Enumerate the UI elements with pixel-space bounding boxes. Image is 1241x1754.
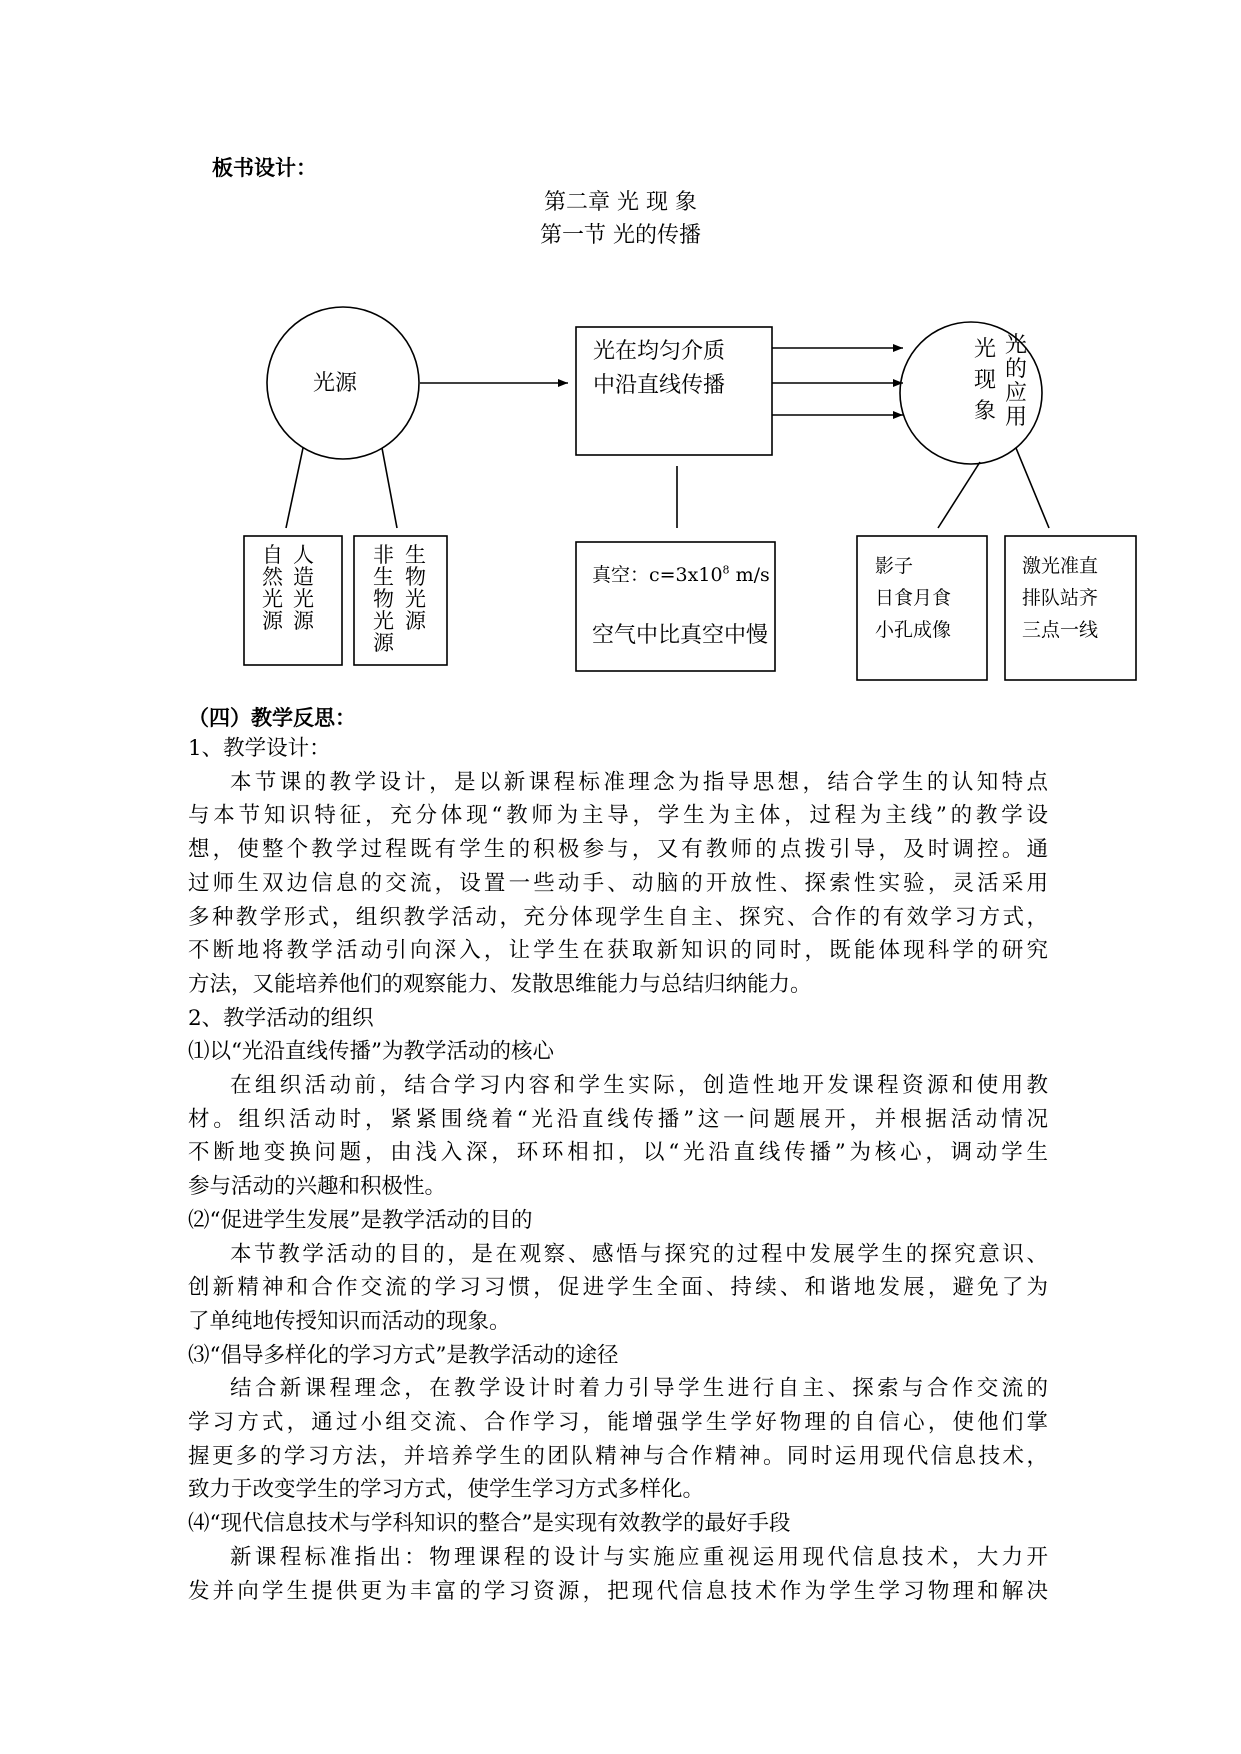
nonbio-col1-char: 光 bbox=[373, 609, 394, 633]
nonbio-col1 bbox=[373, 544, 394, 654]
natural-col2-char: 人 bbox=[293, 543, 314, 567]
point2-heading: ⑵“促进学生发展”是教学活动的目的 bbox=[188, 1207, 533, 1233]
connector-nonbio bbox=[382, 448, 397, 528]
point3-para-line: 致力于改变学生的学习方式，使学生学习方式多样化。 bbox=[188, 1477, 705, 1503]
natural-col1-char: 光 bbox=[262, 587, 283, 611]
natural-col1-char: 源 bbox=[262, 609, 283, 633]
connector-shadow bbox=[938, 462, 980, 528]
design-para-line: 与本节知识特征，充分体现“教师为主导，学生为主体，过程为主线”的教学设 bbox=[188, 803, 1048, 829]
design-para-line: 方法，又能培养他们的观察能力、发散思维能力与总结归纳能力。 bbox=[188, 971, 812, 997]
design-para-line: 多种教学形式，组织教学活动，充分体现学生自主、探究、合作的有效学习方式， bbox=[188, 904, 1048, 930]
nonbio-col1-char: 非 bbox=[373, 543, 394, 567]
chapter-title: 第二章 光 现 象 bbox=[544, 190, 697, 215]
vacuum-speed bbox=[592, 560, 770, 587]
nonbio-col1-char: 生 bbox=[373, 565, 394, 589]
point1-para-line: 材。组织活动时，紧紧围绕着“光沿直线传播”这一问题展开，并根据活动情况 bbox=[188, 1106, 1048, 1132]
nonbio-col2-char: 光 bbox=[405, 587, 426, 611]
point2-para-line: 本节教学活动的目的，是在观察、感悟与探究的过程中发展学生的探究意识、 bbox=[230, 1241, 1048, 1267]
phenomena-col1-char: 光 bbox=[974, 337, 997, 362]
nonbio-col2-char: 物 bbox=[405, 565, 426, 589]
phenomena-col2-char: 光 bbox=[1005, 333, 1028, 358]
natural-col1-char: 自 bbox=[262, 543, 283, 567]
connector-laser bbox=[1016, 448, 1049, 528]
application-item: 三点一线 bbox=[1022, 619, 1099, 641]
propagation-label bbox=[593, 335, 725, 403]
nonbio-col2-char: 生 bbox=[405, 543, 426, 567]
nonbio-col2-char: 源 bbox=[405, 609, 426, 633]
point4-para-line: 发并向学生提供更为丰富的学习资源，把现代信息技术作为学生学习物理和解决 bbox=[188, 1578, 1048, 1604]
point2-para-line: 创新精神和合作交流的学习习惯，促进学生全面、持续、和谐地发展，避免了为 bbox=[188, 1275, 1048, 1301]
propagation-line-2: 中沿直线传播 bbox=[593, 373, 726, 398]
section-title: 第一节 光的传播 bbox=[540, 223, 701, 248]
phenomena-item: 日食月食 bbox=[875, 587, 952, 609]
vacuum-speed-text: 真空：c=3x10 bbox=[592, 564, 723, 586]
nonbio-col1-char: 物 bbox=[373, 587, 394, 611]
natural-col1 bbox=[262, 544, 283, 632]
design-para-line: 不断地将教学活动引向深入，让学生在获取新知识的同时，既能体现科学的研究 bbox=[188, 938, 1048, 964]
nonbio-col2 bbox=[405, 544, 426, 632]
nonbio-source-box bbox=[354, 536, 447, 665]
board-heading: 板书设计： bbox=[212, 155, 317, 180]
application-item: 排队站齐 bbox=[1022, 587, 1099, 609]
reflection-heading: （四）教学反思： bbox=[188, 705, 356, 730]
org-heading: 2、教学活动的组织 bbox=[188, 1005, 374, 1031]
phenomena-col2 bbox=[1005, 334, 1027, 430]
point3-para-line: 结合新课程理念，在教学设计时着力引导学生进行自主、探索与合作交流的 bbox=[230, 1376, 1048, 1402]
phenomena-col2-char: 应 bbox=[1005, 381, 1028, 406]
reflection-body bbox=[188, 732, 1048, 1608]
vacuum-speed-unit: m/s bbox=[729, 564, 770, 586]
connector-natural bbox=[286, 448, 303, 528]
air-slower-text: 空气中比真空中慢 bbox=[592, 623, 769, 648]
phenomena-col1-char: 现 bbox=[974, 368, 997, 393]
vacuum-speed-exponent: 8 bbox=[722, 563, 730, 577]
design-para-line: 想，使整个教学过程既有学生的积极参与，又有教师的点拨引导，及时调控。通 bbox=[188, 837, 1048, 863]
phenomena-col2-char: 用 bbox=[1005, 405, 1028, 430]
natural-col2-char: 光 bbox=[293, 587, 314, 611]
phenomena-item: 小孔成像 bbox=[875, 619, 952, 641]
point1-para-line: 在组织活动前，结合学习内容和学生实际，创造性地开发课程资源和使用教 bbox=[230, 1073, 1048, 1099]
design-para-line: 本节课的教学设计，是以新课程标准理念为指导思想，结合学生的认知特点 bbox=[230, 769, 1048, 795]
point3-para-line: 学习方式，通过小组交流、合作学习，能增强学生学好物理的自信心，使他们掌 bbox=[188, 1410, 1048, 1436]
point4-para-line: 新课程标准指出：物理课程的设计与实施应重视运用现代信息技术，大力开 bbox=[230, 1544, 1048, 1570]
point2-para-line: 了单纯地传授知识而活动的现象。 bbox=[188, 1308, 511, 1334]
application-item: 激光准直 bbox=[1022, 555, 1099, 577]
point3-para-line: 握更多的学习方法，并培养学生的团队精神与合作精神。同时运用现代信息技术， bbox=[188, 1443, 1048, 1469]
propagation-line-1: 光在均匀介质 bbox=[593, 339, 726, 364]
natural-col2 bbox=[293, 544, 314, 632]
natural-col2-char: 源 bbox=[293, 609, 314, 633]
natural-col2-char: 造 bbox=[293, 565, 314, 589]
phenomena-items bbox=[875, 550, 951, 646]
phenomena-col2-char: 的 bbox=[1005, 357, 1028, 382]
design-para-line: 过师生双边信息的交流，设置一些动手、动脑的开放性、探索性实验，灵活采用 bbox=[188, 870, 1048, 896]
design-heading: 1、教学设计： bbox=[188, 736, 331, 761]
phenomena-col1 bbox=[974, 334, 996, 427]
application-items bbox=[1022, 550, 1098, 646]
light-source-label: 光源 bbox=[313, 371, 358, 396]
point1-heading: ⑴以“光沿直线传播”为教学活动的核心 bbox=[188, 1039, 554, 1065]
point3-heading: ⑶“倡导多样化的学习方式”是教学活动的途径 bbox=[188, 1342, 619, 1368]
nonbio-col1-char: 源 bbox=[373, 631, 394, 655]
phenomena-item: 影子 bbox=[875, 555, 914, 577]
point4-heading: ⑷“现代信息技术与学科知识的整合”是实现有效教学的最好手段 bbox=[188, 1511, 791, 1537]
phenomena-col1-char: 象 bbox=[974, 399, 997, 424]
point1-para-line: 不断地变换问题，由浅入深，环环相扣，以“光沿直线传播”为核心，调动学生 bbox=[188, 1140, 1048, 1166]
point1-para-line: 参与活动的兴趣和积极性。 bbox=[188, 1174, 447, 1200]
natural-col1-char: 然 bbox=[262, 565, 283, 589]
